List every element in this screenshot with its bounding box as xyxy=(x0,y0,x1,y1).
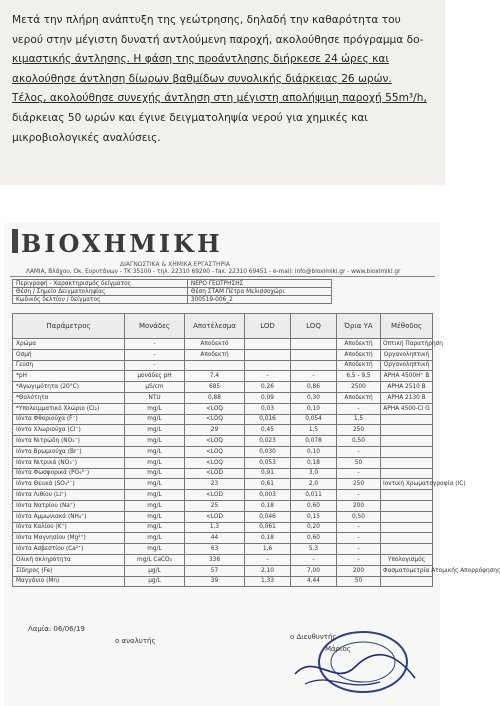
value-cell: 0,88 xyxy=(185,392,245,403)
value-cell: Αποδεκτή xyxy=(185,349,245,360)
table-row xyxy=(13,511,433,522)
parameter-cell: Μαγγάνιο (Mn) xyxy=(13,576,125,587)
value-cell xyxy=(381,425,433,436)
value-cell: 50 xyxy=(337,457,381,468)
value-cell: mg/L xyxy=(125,457,185,468)
value-cell: 0,60 xyxy=(291,500,337,511)
header-cell: LOQ xyxy=(291,314,337,339)
header-cell: LOD xyxy=(245,314,291,339)
value-cell: 0,030 xyxy=(245,446,291,457)
parameter-cell: Ιόντα Ασβεστίου (Ca²⁺) xyxy=(13,544,125,555)
text-excerpt xyxy=(0,0,445,185)
value-cell: mg/L xyxy=(125,511,185,522)
table-row xyxy=(13,360,433,371)
parameter-cell: Ιόντα Νιτρώδη (NO₂⁻) xyxy=(13,436,125,447)
header-cell: Μέθοδος xyxy=(381,314,433,339)
table-row xyxy=(13,436,433,447)
table-row xyxy=(13,457,433,468)
value-cell: 39 xyxy=(185,576,245,587)
value-cell: 1,5 xyxy=(337,414,381,425)
value-cell: - xyxy=(125,339,185,350)
sample-info-row xyxy=(13,280,332,288)
value-cell: 2,10 xyxy=(245,565,291,576)
value-cell xyxy=(291,349,337,360)
paragraph-line: διάρκειας 50 ωρών και έγινε δειγματοληψία νερού για χημικές και xyxy=(12,111,368,124)
paragraph-line: μικροβιολογικές αναλύσεις. xyxy=(12,131,161,144)
value-cell: Οπτική Παρατήρηση xyxy=(381,339,433,350)
value-cell xyxy=(381,533,433,544)
table-row xyxy=(13,554,433,565)
analyst-label: ο αναλυτής xyxy=(115,637,156,645)
value-cell: <LOD xyxy=(185,468,245,479)
value-cell: 7,00 xyxy=(291,565,337,576)
value-cell: mg/L xyxy=(125,425,185,436)
value-cell: Αποδεκτή xyxy=(337,392,381,403)
value-cell xyxy=(381,468,433,479)
value-cell: μg/L xyxy=(125,576,185,587)
value-cell xyxy=(291,339,337,350)
value-cell: 1,6 xyxy=(245,544,291,555)
parameter-cell: Ιόντα Φθοριούχα (F⁻) xyxy=(13,414,125,425)
lab-stamp xyxy=(285,612,425,702)
stamp-ring xyxy=(319,632,407,692)
value-cell: <LOQ xyxy=(185,457,245,468)
logo-text: BIOXHMIKH xyxy=(21,229,223,258)
parameter-cell: *Υπολειμματικό Χλώριο (Cl₂) xyxy=(13,403,125,414)
value-cell: - xyxy=(337,522,381,533)
value-cell: mg/L xyxy=(125,500,185,511)
header-cell: Όρια ΥΑ xyxy=(337,314,381,339)
value-cell: 0,016 xyxy=(245,414,291,425)
paragraph-line: ακολούθησε άντληση δίωρων βαθμίδων συνολικής διάρκειας 26 ωρών. xyxy=(12,72,392,85)
value-cell: APHA 2510 B xyxy=(381,382,433,393)
value-cell: 0,50 xyxy=(337,436,381,447)
value-cell: mg/L xyxy=(125,522,185,533)
stamp-inner-ring xyxy=(331,642,395,682)
value-cell: Αποδεκτό xyxy=(185,339,245,350)
value-cell xyxy=(381,490,433,501)
value-cell: mg/L xyxy=(125,414,185,425)
value-cell: Οργανοληπτική xyxy=(381,360,433,371)
value-cell: NTU xyxy=(125,392,185,403)
parameter-cell: Ιόντα Φωσφορικά (PO₄³⁻) xyxy=(13,468,125,479)
value-cell xyxy=(381,436,433,447)
value-cell: 29 xyxy=(185,425,245,436)
sample-info-row xyxy=(13,288,332,296)
value-cell: 0,50 xyxy=(337,511,381,522)
header-cell: Παράμετρος xyxy=(13,314,125,339)
value-cell: - xyxy=(245,371,291,382)
value-cell: APHA 4500H⁺ B xyxy=(381,371,433,382)
parameter-cell: *Αγωγιμότητα (20°C) xyxy=(13,382,125,393)
value-cell: 3,0 xyxy=(291,468,337,479)
director-name: Μάριος xyxy=(325,645,351,653)
value-cell xyxy=(185,360,245,371)
parameter-cell: Ιόντα Μαγνησίου (Mg²⁺) xyxy=(13,533,125,544)
value-cell xyxy=(245,339,291,350)
value-cell: 200 xyxy=(337,500,381,511)
value-cell xyxy=(381,544,433,555)
parameter-cell: Οσμή xyxy=(13,349,125,360)
parameter-cell: Ολική σκληρότητα xyxy=(13,554,125,565)
parameter-cell: Ιόντα Αμμωνιακά (NH₄⁺) xyxy=(13,511,125,522)
value-cell: - xyxy=(337,554,381,565)
value-cell: 1,33 xyxy=(245,576,291,587)
sample-info-label: Κωδικός δελτίου / δείγματος xyxy=(13,296,188,304)
value-cell xyxy=(381,446,433,457)
value-cell: 0,003 xyxy=(245,490,291,501)
value-cell: - xyxy=(291,371,337,382)
results-header-row xyxy=(13,314,433,339)
value-cell: 0,61 xyxy=(245,479,291,490)
table-row xyxy=(13,371,433,382)
table-row xyxy=(13,425,433,436)
parameter-cell: Σίδηρος (Fe) xyxy=(13,565,125,576)
value-cell xyxy=(381,522,433,533)
value-cell: mg/L xyxy=(125,479,185,490)
value-cell: 0,054 xyxy=(291,414,337,425)
value-cell: Οργανοληπτική xyxy=(381,349,433,360)
parameter-cell: Ιόντα Νατρίου (Na⁺) xyxy=(13,500,125,511)
report-date: Λαμία: 06/06/19 xyxy=(28,625,85,633)
value-cell: 0,023 xyxy=(245,436,291,447)
value-cell: mg/L xyxy=(125,544,185,555)
value-cell: 0,15 xyxy=(291,511,337,522)
sample-info-label: Περιγραφή - Χαρακτηρισμός δείγματος xyxy=(13,280,188,288)
value-cell xyxy=(381,511,433,522)
sample-info-row xyxy=(13,296,332,304)
value-cell: 1,5 xyxy=(291,425,337,436)
value-cell: Αποδεκτή xyxy=(337,349,381,360)
parameter-cell: Χρώμα xyxy=(13,339,125,350)
value-cell: - xyxy=(125,360,185,371)
sample-info-table xyxy=(12,279,332,304)
table-row xyxy=(13,522,433,533)
sample-info-label: Θέση / Σημείο Δειγματοληψίας xyxy=(13,288,188,296)
value-cell: mg/L xyxy=(125,468,185,479)
value-cell: APHA 4500-Cl G xyxy=(381,403,433,414)
paragraph-line: νερού στην μέγιστη δυνατή αντλούμενη παροχή, ακολούθησε πρόγραμμα δο- xyxy=(12,33,424,46)
parameter-cell: Ιόντα Βρωμιούχα (Br⁻) xyxy=(13,446,125,457)
lab-address: ΛΑΜΙΑ, Βλάχου, Οκ. Ευρυτάνων - ΤΚ 35100 - τηλ. 22310 69200 - fax. 22310 69451 - e-mail: info@bioximiki.gr - www.bioximiki.gr xyxy=(26,269,401,275)
table-row xyxy=(13,414,433,425)
value-cell: 338 xyxy=(185,554,245,565)
value-cell: 5,3 xyxy=(291,544,337,555)
table-row xyxy=(13,576,433,587)
value-cell: 2500 xyxy=(337,382,381,393)
value-cell: - xyxy=(291,554,337,565)
signature-stroke xyxy=(295,655,415,678)
value-cell: 0,078 xyxy=(291,436,337,447)
table-row xyxy=(13,479,433,490)
value-cell: 44 xyxy=(185,533,245,544)
value-cell xyxy=(381,576,433,587)
value-cell: APHA 2130 B xyxy=(381,392,433,403)
value-cell: 0,86 xyxy=(291,382,337,393)
value-cell: 250 xyxy=(337,479,381,490)
table-row xyxy=(13,403,433,414)
value-cell: 685 xyxy=(185,382,245,393)
value-cell: 0,18 xyxy=(245,533,291,544)
parameter-cell: Ιόντα Νιτρικά (NO₃⁻) xyxy=(13,457,125,468)
value-cell: mg/L xyxy=(125,446,185,457)
value-cell: - xyxy=(337,490,381,501)
parameter-cell: Ιόντα Καλίου (K⁺) xyxy=(13,522,125,533)
results-table xyxy=(12,313,500,587)
value-cell xyxy=(245,349,291,360)
value-cell xyxy=(381,457,433,468)
value-cell: Φασματομετρία Ατομικής Απορρόφησης xyxy=(381,565,433,576)
value-cell: 0,10 xyxy=(291,446,337,457)
value-cell: - xyxy=(337,446,381,457)
value-cell: 0,20 xyxy=(291,522,337,533)
value-cell: <LOQ xyxy=(185,436,245,447)
value-cell: 57 xyxy=(185,565,245,576)
sample-info-value: ΝΕΡΟ ΓΕΩΤΡΗΣΗΣ xyxy=(187,280,331,288)
parameter-cell: Γεύση xyxy=(13,360,125,371)
logo-bar-icon xyxy=(12,229,18,253)
value-cell: 0,26 xyxy=(245,382,291,393)
value-cell: 0,91 xyxy=(245,468,291,479)
table-row xyxy=(13,468,433,479)
value-cell: 4,44 xyxy=(291,576,337,587)
value-cell: 0,18 xyxy=(291,457,337,468)
value-cell xyxy=(381,414,433,425)
value-cell: mg/L xyxy=(125,533,185,544)
value-cell: 6,5 - 9,5 xyxy=(337,371,381,382)
value-cell: <LOQ xyxy=(185,414,245,425)
table-row xyxy=(13,339,433,350)
value-cell: Υπολογισμός xyxy=(381,554,433,565)
director-label: ο Διευθυντής xyxy=(290,633,337,641)
value-cell: - xyxy=(337,468,381,479)
table-row xyxy=(13,392,433,403)
table-row xyxy=(13,544,433,555)
value-cell: 0,60 xyxy=(291,533,337,544)
paragraph xyxy=(12,11,432,148)
signature-stroke xyxy=(305,680,380,685)
value-cell: 50 xyxy=(337,576,381,587)
paragraph-line: Τέλος, ακολούθησε συνεχής άντληση στη μέγιστη απολήψιμη παροχή 55m³/h, xyxy=(12,92,427,105)
table-row xyxy=(13,446,433,457)
value-cell: 23 xyxy=(185,479,245,490)
value-cell: - xyxy=(337,544,381,555)
value-cell: mg/L xyxy=(125,403,185,414)
value-cell: 2,0 xyxy=(291,479,337,490)
value-cell: 0,10 xyxy=(291,403,337,414)
lab-logo xyxy=(12,229,223,257)
table-row xyxy=(13,349,433,360)
value-cell: 0,011 xyxy=(291,490,337,501)
value-cell: - xyxy=(337,403,381,414)
value-cell: 0,046 xyxy=(245,511,291,522)
value-cell: 200 xyxy=(337,565,381,576)
table-row xyxy=(13,382,433,393)
table-row xyxy=(13,500,433,511)
value-cell: 0,30 xyxy=(291,392,337,403)
value-cell: mg/L CaCO₃ xyxy=(125,554,185,565)
table-row xyxy=(13,565,433,576)
parameter-cell: *Θολότητα xyxy=(13,392,125,403)
value-cell xyxy=(291,360,337,371)
value-cell: mg/L xyxy=(125,490,185,501)
value-cell: - xyxy=(245,554,291,565)
value-cell: 63 xyxy=(185,544,245,555)
value-cell: μS/cm xyxy=(125,382,185,393)
header-cell: Αποτέλεσμα xyxy=(185,314,245,339)
value-cell: 25 xyxy=(185,500,245,511)
parameter-cell: Ιόντα Χλωριούχα (Cl⁻) xyxy=(13,425,125,436)
lab-subtitle: ΔΙΑΓΝΩΣΤΙΚΑ & ΧΗΜΙΚΑ ΕΡΓΑΣΤΗΡΙΑ xyxy=(120,261,230,268)
value-cell: 1,3 xyxy=(185,522,245,533)
value-cell: mg/L xyxy=(125,436,185,447)
table-row xyxy=(13,533,433,544)
paragraph-line: Μετά την πλήρη ανάπτυξη της γεώτρησης, δηλαδή την καθαρότητα του xyxy=(12,14,401,26)
value-cell: μg/L xyxy=(125,565,185,576)
value-cell: Αποδεκτή xyxy=(337,360,381,371)
value-cell: 250 xyxy=(337,425,381,436)
value-cell: 0,053 xyxy=(245,457,291,468)
value-cell: - xyxy=(125,349,185,360)
sample-info-value: Θέση ΣΤΑΜ Πέτρα Μελισσοχώρι xyxy=(187,288,331,296)
value-cell: 7,4 xyxy=(185,371,245,382)
table-row xyxy=(13,490,433,501)
results-body xyxy=(13,339,500,587)
value-cell: <LOD xyxy=(185,511,245,522)
value-cell: Αποδεκτή xyxy=(337,339,381,350)
header-cell: Μονάδες xyxy=(125,314,185,339)
divider xyxy=(10,276,435,277)
value-cell: 0,09 xyxy=(245,392,291,403)
parameter-cell: *pH xyxy=(13,371,125,382)
value-cell xyxy=(381,500,433,511)
parameter-cell: Ιόντα Λιθίου (Li⁺) xyxy=(13,490,125,501)
value-cell: 0,03 xyxy=(245,403,291,414)
value-cell: <LOQ xyxy=(185,403,245,414)
value-cell: 0,45 xyxy=(245,425,291,436)
sample-info-value: 300519-006_2 xyxy=(187,296,331,304)
paragraph-line: κιμαστικής άντλησης. Η φάση της προάντλησης διήρκεσε 24 ώρες και xyxy=(12,53,389,66)
value-cell xyxy=(245,360,291,371)
value-cell: <LOQ xyxy=(185,446,245,457)
value-cell: 0,18 xyxy=(245,500,291,511)
value-cell: 0,061 xyxy=(245,522,291,533)
value-cell: Ιοντική Χρωματογραφία (IC) xyxy=(381,479,433,490)
value-cell: - xyxy=(337,533,381,544)
value-cell: μονάδες pH xyxy=(125,371,185,382)
value-cell: <LOD xyxy=(185,490,245,501)
parameter-cell: Ιόντα Θειικά (SO₄²⁻) xyxy=(13,479,125,490)
